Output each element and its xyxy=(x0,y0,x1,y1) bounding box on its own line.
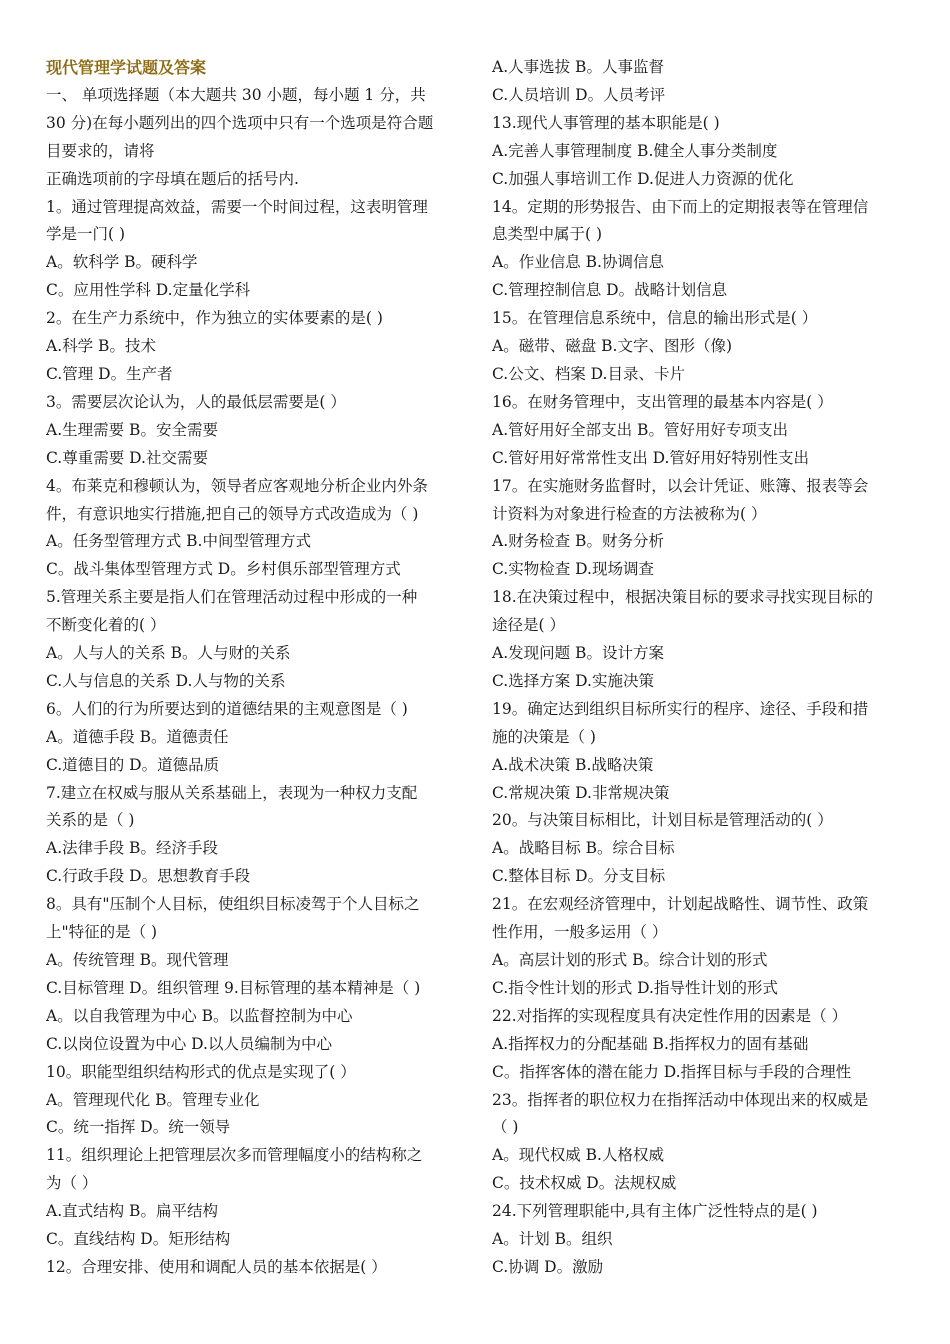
text-line: 14。定期的形势报告、由下而上的定期报表等在管理信 xyxy=(492,197,869,216)
text-line: 12。合理安排、使用和调配人员的基本依据是( ） xyxy=(46,1257,387,1276)
text-line: 20。与决策目标相比，计划目标是管理活动的( ） xyxy=(492,811,833,830)
text-line: A。以自我管理为中心 B。以监督控制为中心 xyxy=(46,1006,353,1025)
text-line: 6。人们的行为所要达到的道德结果的主观意图是（ ) xyxy=(46,699,408,718)
text-line: 件，有意识地实行措施,把自己的领导方式改造成为（ ) xyxy=(46,504,419,523)
text-line: 11。组织理论上把管理层次多而管理幅度小的结构称之 xyxy=(46,1146,423,1165)
text-line: A.生理需要 B。安全需要 xyxy=(46,420,218,439)
text-line: 学是一门( ) xyxy=(46,225,126,244)
text-line: A。计划 B。组织 xyxy=(492,1230,613,1249)
text-line: 正确选项前的字母填在题后的括号内. xyxy=(46,169,299,188)
text-line: 2。在生产力系统中，作为独立的实体要素的是( ) xyxy=(46,309,383,328)
text-line: C.尊重需要 D.社交需要 xyxy=(46,448,208,467)
text-line: C.指令性计划的形式 D.指导性计划的形式 xyxy=(492,978,778,997)
text-line: A。高层计划的形式 B。综合计划的形式 xyxy=(492,951,768,969)
text-line: A.科学 B。技术 xyxy=(46,337,156,356)
text-line: 17。在实施财务监督时，以会计凭证、账簿、报表等会 xyxy=(492,476,869,495)
text-line: C.常规决策 D.非常规决策 xyxy=(492,783,670,802)
text-line: A.指挥权力的分配基础 B.指挥权力的固有基础 xyxy=(492,1034,809,1053)
text-line: A。任务型管理方式 B.中间型管理方式 xyxy=(46,532,311,551)
text-line: A.完善人事管理制度 B.健全人事分类制度 xyxy=(492,141,778,160)
text-line: 16。在财务管理中，支出管理的最基本内容是( ） xyxy=(492,392,833,411)
text-line: 19。确定达到组织目标所实行的程序、途径、手段和措 xyxy=(492,699,869,718)
text-line: 关系的是（ ) xyxy=(46,811,135,830)
text-line: 21。在宏观经济管理中，计划起战略性、调节性、政策 xyxy=(492,895,869,914)
text-line: C.实物检查 D.现场调查 xyxy=(492,560,654,579)
text-line: 上"特征的是（ ) xyxy=(46,923,158,942)
text-line: 不断变化着的( ） xyxy=(46,616,166,635)
text-line: C.公文、档案 D.目录、卡片 xyxy=(492,364,685,383)
text-line: A。人与人的关系 B。人与财的关系 xyxy=(46,644,291,663)
text-line: 8。具有"压制个人目标，使组织目标凌驾于个人目标之 xyxy=(46,895,420,914)
text-line: C.管理控制信息 D。战略计划信息 xyxy=(492,281,728,300)
text-line: A.直式结构 B。扁平结构 xyxy=(46,1202,218,1221)
text-line: 1。通过管理提高效益，需要一个时间过程，这表明管理 xyxy=(46,197,428,216)
text-line: A。战略目标 B。综合目标 xyxy=(492,839,675,858)
text-line: C.整体目标 D。分支目标 xyxy=(492,867,666,886)
document-title: 现代管理学试题及答案 xyxy=(46,58,207,77)
text-line: C。直线结构 D。矩形结构 xyxy=(46,1230,231,1249)
text-line: C.人与信息的关系 D.人与物的关系 xyxy=(46,671,286,690)
text-line: C.选择方案 D.实施决策 xyxy=(492,671,654,690)
text-line: C。应用性学科 D.定量化学科 xyxy=(46,281,251,300)
text-line: 5.管理关系主要是指人们在管理活动过程中形成的一种 xyxy=(46,588,418,607)
text-line: C.人员培训 D。人员考评 xyxy=(492,85,666,104)
text-line: 18.在决策过程中，根据决策目标的要求寻找实现目标的 xyxy=(492,588,874,607)
text-line: A。传统管理 B。现代管理 xyxy=(46,951,229,969)
text-line: A.发现问题 B。设计方案 xyxy=(492,644,664,663)
text-line: 一、 单项选择题（本大题共 30 小题，每小题 1 分，共 xyxy=(46,85,426,104)
text-line: 10。职能型组织结构形式的优点是实现了( ） xyxy=(46,1062,356,1081)
text-line: A.管好用好全部支出 B。管好用好专项支出 xyxy=(492,420,788,439)
text-line: C。统一指挥 D。统一领导 xyxy=(46,1118,231,1137)
text-line: A。磁带、磁盘 B.文字、图形（像) xyxy=(492,337,732,356)
text-line: C。战斗集体型管理方式 D。乡村俱乐部型管理方式 xyxy=(46,560,401,579)
text-line: A。作业信息 B.协调信息 xyxy=(492,253,664,272)
text-line: C.加强人事培训工作 D.促进人力资源的优化 xyxy=(492,169,794,188)
text-line: C.目标管理 D。组织管理 9.目标管理的基本精神是（ ) xyxy=(46,978,421,997)
text-line: C.协调 D。激励 xyxy=(492,1257,604,1276)
right-column xyxy=(492,54,906,1282)
text-line: 4。布莱克和穆顿认为，领导者应客观地分析企业内外条 xyxy=(46,476,428,495)
text-line: A.财务检查 B。财务分析 xyxy=(492,532,664,551)
text-line: 13.现代人事管理的基本职能是( ) xyxy=(492,113,720,132)
text-line: A.人事选拔 B。人事监督 xyxy=(492,58,664,76)
text-line: 为（ ） xyxy=(46,1174,98,1193)
text-line: 23。指挥者的职位权力在指挥活动中体现出来的权威是 xyxy=(492,1090,869,1109)
text-line: A.战术决策 B.战略决策 xyxy=(492,755,654,774)
text-line: A。现代权威 B.人格权威 xyxy=(492,1146,664,1165)
text-line: 性作用，一般多运用（ ） xyxy=(492,923,668,942)
text-line: 途径是( ） xyxy=(492,616,565,635)
text-line: A.法律手段 B。经济手段 xyxy=(46,839,218,858)
text-line: 息类型中属于( ) xyxy=(492,225,603,244)
text-line: A。道德手段 B。道德责任 xyxy=(46,727,229,746)
text-line: C。指挥客体的潜在能力 D.指挥目标与手段的合理性 xyxy=(492,1062,852,1081)
left-column xyxy=(46,54,460,1282)
text-line: 7.建立在权威与服从关系基础上，表现为一种权力支配 xyxy=(46,783,418,802)
text-line: C.管好用好常常性支出 D.管好用好特别性支出 xyxy=(492,448,809,467)
text-line: C.以岗位设置为中心 D.以人员编制为中心 xyxy=(46,1034,332,1053)
text-line: 计资料为对象进行检查的方法被称为( ） xyxy=(492,504,767,523)
text-line: 施的决策是（ ) xyxy=(492,727,596,746)
text-line: 3。需要层次论认为，人的最低层需要是( ） xyxy=(46,392,346,411)
text-line: 24.下列管理职能中,具有主体广泛性特点的是( ) xyxy=(492,1202,818,1221)
text-line: A。软科学 B。硬科学 xyxy=(46,253,198,272)
right-column-text xyxy=(492,54,906,1282)
left-column-text xyxy=(46,82,460,1282)
text-line: C.道德目的 D。道德品质 xyxy=(46,755,220,774)
text-line: 30 分)在每小题列出的四个选项中只有一个选项是符合题 xyxy=(46,113,434,132)
text-line: C。技术权威 D。法规权威 xyxy=(492,1174,677,1193)
text-line: （ ) xyxy=(492,1118,519,1137)
text-line: C.行政手段 D。思想教育手段 xyxy=(46,867,251,886)
text-line: 目要求的，请将 xyxy=(46,141,155,160)
text-line: A。管理现代化 B。管理专业化 xyxy=(46,1090,260,1109)
text-line: C.管理 D。生产者 xyxy=(46,364,173,383)
text-line: 15。在管理信息系统中，信息的输出形式是( ） xyxy=(492,309,818,328)
text-line: 22.对指挥的实现程度具有决定性作用的因素是（ ） xyxy=(492,1006,848,1025)
